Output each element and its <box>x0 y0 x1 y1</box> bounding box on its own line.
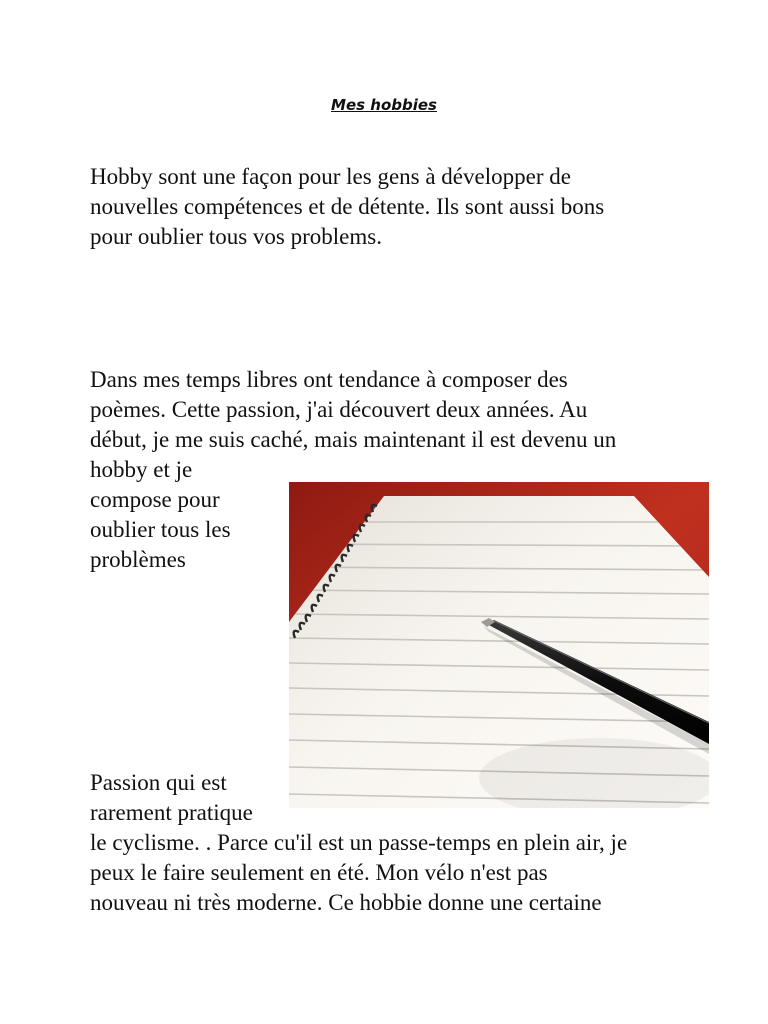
text-line: problèmes <box>90 547 186 572</box>
text-line: Passion qui est <box>90 770 227 795</box>
text-line: rarement pratique <box>90 800 253 825</box>
text-line: oublier tous les <box>90 517 231 542</box>
text-line: début, je me suis caché, mais maintenant il est devenu un <box>90 427 617 452</box>
text-line: Hobby sont une façon pour les gens à développer de <box>90 164 571 189</box>
text-line: compose pour <box>90 487 220 512</box>
text-line: Dans mes temps libres ont tendance à composer des <box>90 367 568 392</box>
page-title: Mes hobbies <box>331 96 437 114</box>
text-line: peux le faire seulement en été. Mon vélo n'est pas <box>90 860 548 885</box>
intro-paragraph <box>90 162 690 252</box>
poems-paragraph-continued <box>90 455 231 575</box>
cycling-paragraph <box>90 828 627 918</box>
text-line: poèmes. Cette passion, j'ai découvert deux années. Au <box>90 397 588 422</box>
text-line: le cyclisme. . Parce cu'il est un passe-temps en plein air, je <box>90 830 628 855</box>
notebook-photo <box>289 482 709 808</box>
text-line: nouveau ni très moderne. Ce hobbie donne une certaine <box>90 890 602 915</box>
cycling-intro <box>90 768 253 828</box>
text-line: pour oublier tous vos problems. <box>90 224 382 249</box>
poems-paragraph <box>90 365 690 455</box>
notebook-photo-graphic <box>289 482 709 808</box>
text-line: nouvelles compétences et de détente. Ils sont aussi bons <box>90 194 605 219</box>
text-line: hobby et je <box>90 457 193 482</box>
